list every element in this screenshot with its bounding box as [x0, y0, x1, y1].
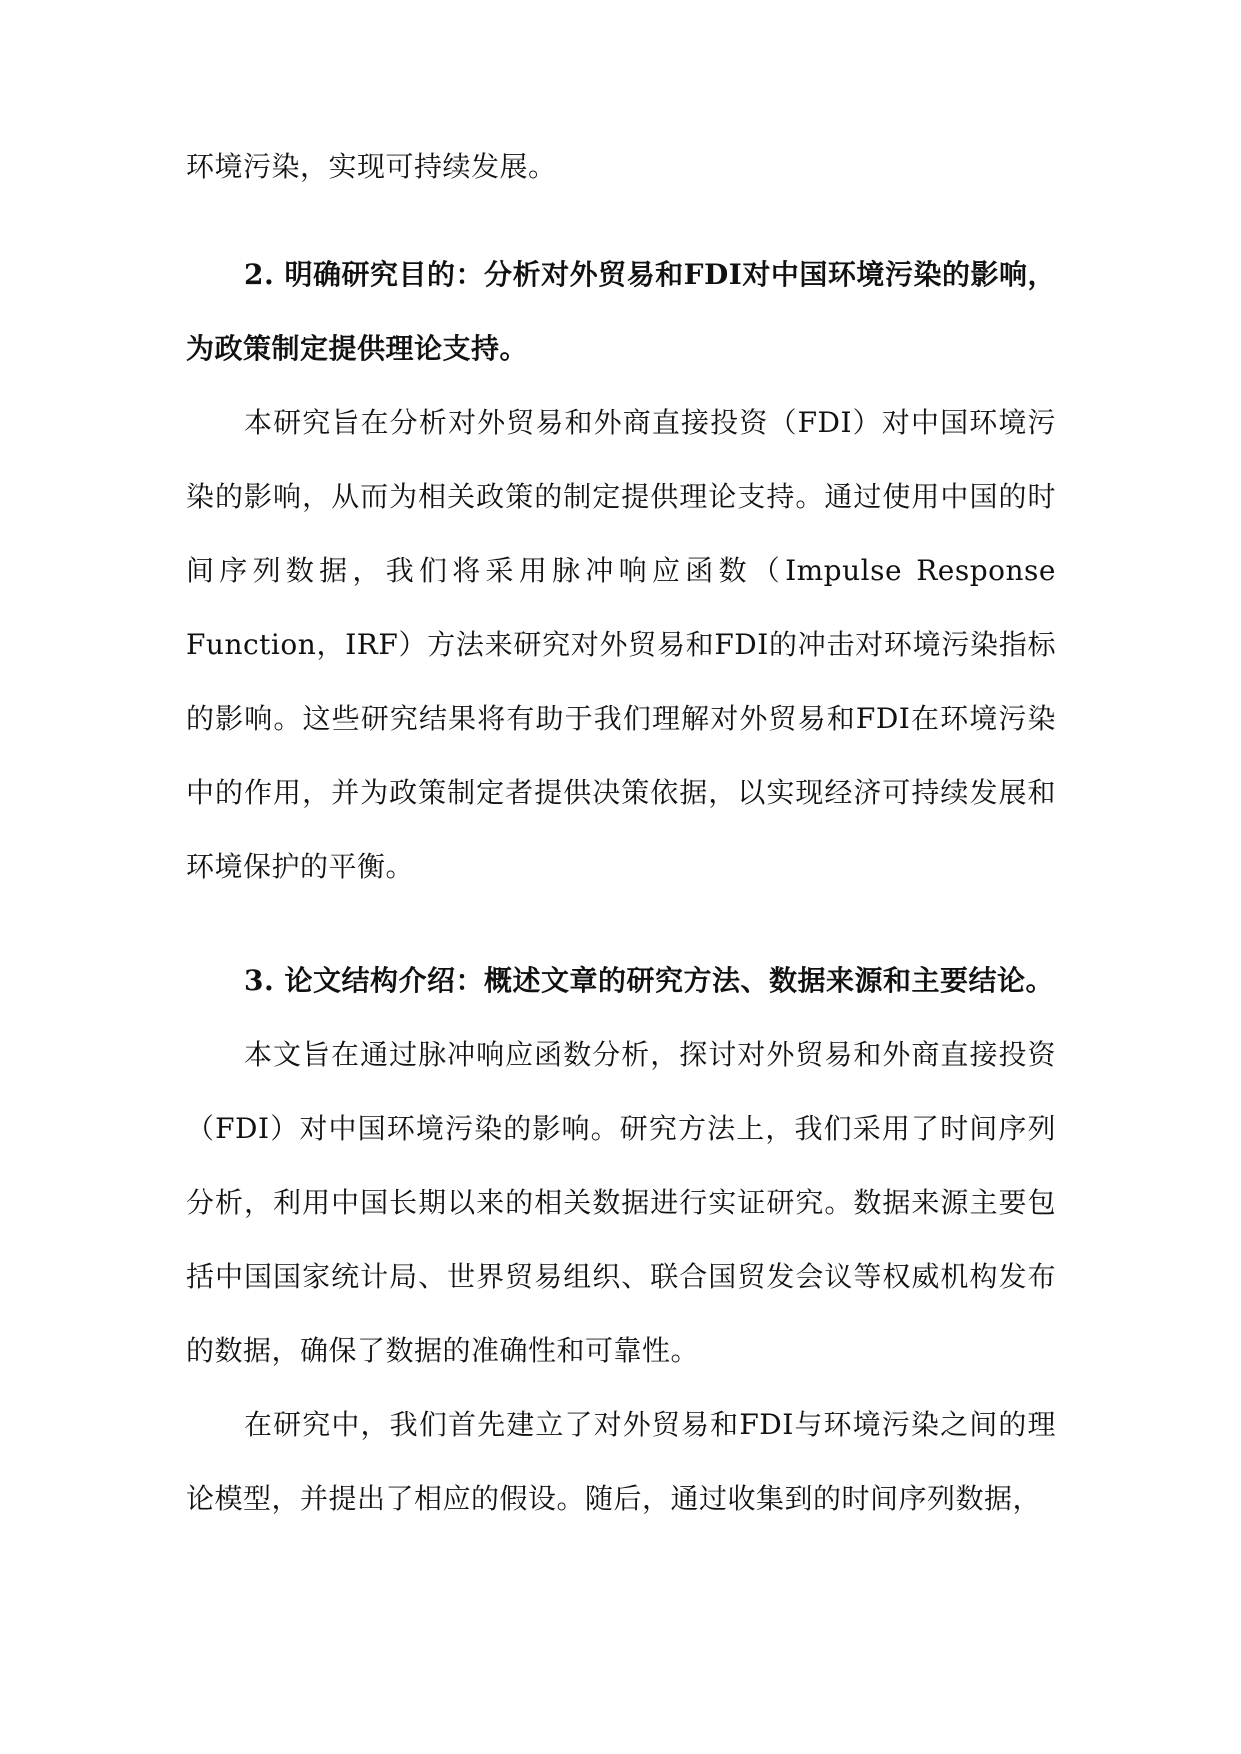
paragraph-structure-intro: 本文旨在通过脉冲响应函数分析，探讨对外贸易和外商直接投资（FDI）对中国环境污染的影响。研究方法上，我们采用了时间序列分析，利用中国长期以来的相关数据进行实证研究。数据来源主要包括中国国家统计局、世界贸易组织、联合国贸发会议等权威机构发布的数据，确保了数据的准确性和可靠性。 [186, 1038, 1056, 1367]
paragraph-model-intro: 在研究中，我们首先建立了对外贸易和FDI与环境污染之间的理论模型，并提出了相应的假设。随后，通过收集到的时间序列数据， [186, 1408, 1056, 1515]
paragraph-research-purpose: 本研究旨在分析对外贸易和外商直接投资（FDI）对中国环境污染的影响，从而为相关政策的制定提供理论支持。通过使用中国的时间序列数据，我们将采用脉冲响应函数（Impulse Response Function，IRF）方法来研究对外贸易和FDI的冲击对环境污染指标的影响。这些研究结果将有助于我们理解对外贸易和FDI在环境污染中的作用，并为政策制定者提供决策依据，以实现经济可持续发展和环境保护的平衡。 [186, 406, 1056, 883]
section-heading-2: 2. 明确研究目的：分析对外贸易和FDI对中国环境污染的影响，为政策制定提供理论支持。 [186, 258, 1056, 365]
section-heading-3: 3. 论文结构介绍：概述文章的研究方法、数据来源和主要结论。 [244, 964, 1054, 997]
paragraph-continuation: 环境污染，实现可持续发展。 [186, 150, 557, 183]
page-content [186, 130, 1056, 1536]
